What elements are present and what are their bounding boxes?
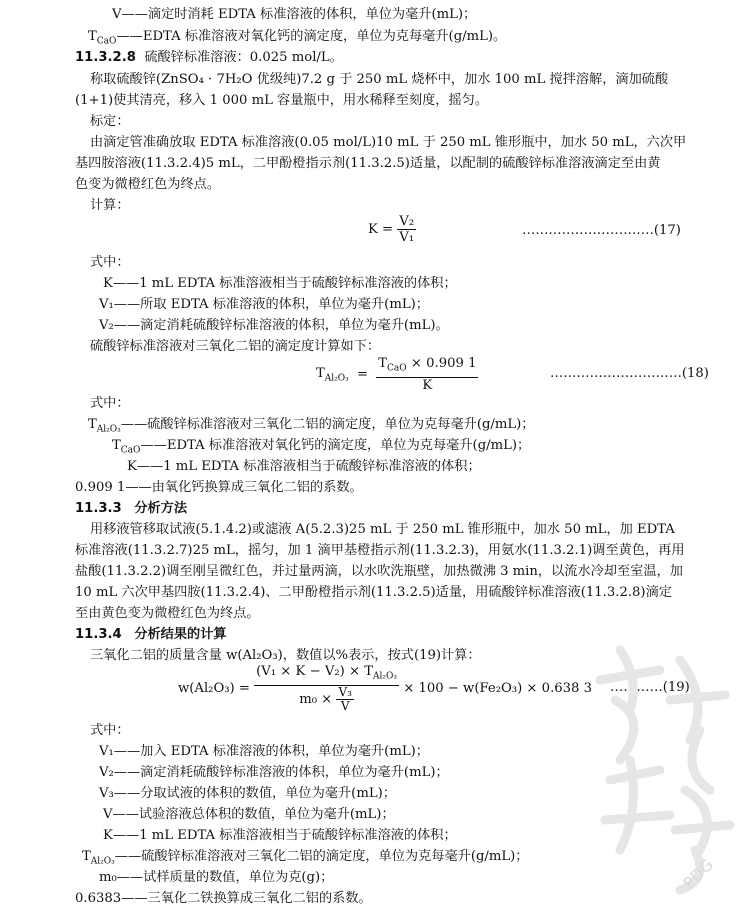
section-title: 分析方法 [134,501,188,516]
def-v2: V₂——滴定消耗硫酸锌标准溶液的体积，单位为毫升(mL)。 [99,318,449,333]
eq-denominator: V₁ [399,230,415,245]
paragraph-line: 10 mL 六次甲基四胺(11.3.2.4)、二甲酚橙指示剂(11.3.2.5)适量，用硫酸锌标准溶液(11.3.2.8)滴定 [75,585,672,600]
def-coefficient: 0.909 1——由氧化钙换算成三氧化二铝的系数。 [75,480,363,495]
def-m0: m₀——试样质量的数值，单位为克(g)； [99,870,334,885]
t-symbol: T [82,849,91,864]
section-11-3-2-8 [75,49,343,67]
def-v1: V₁——加入 EDTA 标准溶液的体积，单位为毫升(mL)； [99,744,429,759]
eq-denominator [254,686,399,713]
t-subscript: Al₂O₃ [90,856,115,867]
def-coefficient: 0.6383——三氧化二铁换算成三氧化二铝的系数。 [75,891,372,906]
def-v: V——滴定时消耗 EDTA 标准溶液的体积，单位为毫升(mL)； [112,7,477,22]
section-title: 分析结果的计算 [134,627,227,642]
paragraph-line: 基四胺溶液(11.3.2.4)5 mL，二甲酚橙指示剂(11.3.2.5)适量，以配制的硫酸锌标准溶液滴定至由黄 [75,156,661,171]
equation-17 [368,214,416,245]
label-jisuan: 计算： [90,198,130,213]
eq-numerator [376,356,478,378]
def-text: ——硫酸锌标准溶液对三氧化二铝的滴定度，单位为克每毫升(g/mL)； [114,849,529,864]
def-tcao [88,28,506,51]
eq-lhs: K = [368,222,394,237]
def-tcao [112,437,530,460]
equation-number-17: …………………………(17) [522,223,681,238]
paragraph-line: 标准溶液(11.3.2.7)25 mL，摇匀，加 1 滴甲基橙指示剂(11.3.2.3)，用氨水(11.3.2.1)调至黄色，再用 [75,543,685,558]
equation-19 [178,664,592,713]
paragraph-line: 色变为微橙红色为终点。 [75,177,221,192]
paragraph-line: 称取硫酸锌(ZnSO₄ · 7H₂O 优级纯)7.2 g 于 250 mL 烧杯中，加水 100 mL 搅拌溶解，滴加硫酸 [90,72,669,87]
t-symbol: T [378,356,388,371]
eq-fraction [397,214,416,245]
seal-stroke [600,650,660,760]
eq-tail: × 100 − w(Fe₂O₃) × 0.638 3 [403,680,593,696]
eq-denominator-text: m₀ × [299,691,333,707]
t-subscript: CaO [96,36,117,47]
eq-inner-numerator: V₃ [338,684,352,699]
def-tal2o3 [82,848,528,871]
equation-18 [316,356,478,393]
paragraph-line: 至由黄色变为微橙红色为终点。 [75,606,260,621]
def-v1: V₁——所取 EDTA 标准溶液的体积，单位为毫升(mL)； [99,297,429,312]
eq-fraction [254,664,399,713]
section-number: 11.3.4 [75,627,122,642]
label-shizhong: 式中： [90,723,130,738]
watermark-text: PDG [679,855,718,893]
def-tal2o3 [88,416,534,439]
t-subscript: Al₂O₃ [324,373,349,384]
def-text: ——EDTA 标准溶液对氧化钙的滴定度，单位为克每毫升(g/mL)。 [116,29,507,44]
eq-fraction [376,356,478,393]
equation-number-18: …………………………(18) [550,366,709,381]
eq-equals: = [356,366,369,382]
section-title: 硫酸锌标准溶液：0.025 mol/L。 [144,50,343,65]
section-11-3-4 [75,626,227,644]
def-v2: V₂——滴定消耗硫酸锌标准溶液的体积，单位为毫升(mL)； [99,765,449,780]
paragraph-line: 用移液管移取试液(5.1.4.2)或滤液 A(5.2.3)25 mL 于 250 mL 锥形瓶中，加水 50 mL，加 EDTA [90,522,675,537]
eq-inner-denominator: V [340,698,350,713]
def-v3: V₃——分取试液的体积的数值，单位为毫升(mL)； [99,786,396,801]
section-11-3-3 [75,500,187,518]
paragraph-line: 由滴定管准确放取 EDTA 标准溶液(0.05 mol/L)10 mL 于 250 mL 锥形瓶中，加水 50 mL，六次甲 [90,135,687,150]
eq-inner-fraction [336,686,353,713]
t-symbol: T [88,417,97,432]
t-subscript: CaO [120,445,141,456]
seal-stroke [605,760,670,850]
def-v: V——试验溶液总体积的数值，单位为毫升(mL)； [103,807,395,822]
paragraph-line: 盐酸(11.3.2.2)调至刚呈微红色，并过量两滴，以水吹洗瓶壁，加热微沸 3 min，以流水冷却至室温，加 [75,564,683,579]
equation-number-19: …………(19) [610,680,690,695]
eq-lhs [316,365,349,384]
def-k: K——1 mL EDTA 标准溶液相当于硫酸锌标准溶液的体积； [127,459,481,474]
def-k: K——1 mL EDTA 标准溶液相当于硫酸锌标准溶液的体积； [103,828,457,843]
paragraph-line: (1+1)使其清亮，移入 1 000 mL 容量瓶中，用水稀释至刻度，摇匀。 [75,93,489,108]
label-shizhong: 式中： [90,396,130,411]
section-number: 11.3.3 [75,501,122,516]
eq-numerator-text: (V₁ × K − V₂) × T [256,664,374,679]
paragraph-line: 硫酸锌标准溶液对三氧化二铝的滴定度计算如下： [90,339,381,354]
label-shizhong: 式中： [90,255,130,270]
eq-numerator: V₂ [399,214,415,229]
def-text: ——硫酸锌标准溶液对三氧化二铝的滴定度，单位为克每毫升(g/mL)； [120,417,535,432]
t-symbol: T [316,365,325,381]
t-symbol: T [88,29,97,44]
t-subscript: Al₂O₃ [373,671,397,682]
seal-stroke [675,790,730,890]
eq-coefficient: × 0.909 1 [406,356,477,371]
t-symbol: T [112,438,121,453]
t-subscript: CaO [387,363,407,374]
section-number: 11.3.2.8 [75,50,136,65]
paragraph-line: 三氧化二铝的质量含量 w(Al₂O₃)，数值以%表示，按式(19)计算： [90,648,481,663]
eq-numerator [254,664,399,686]
def-k: K——1 mL EDTA 标准溶液相当于硫酸锌标准溶液的体积； [103,276,457,291]
eq-lhs: w(Al₂O₃) = [178,680,250,696]
def-text: ——EDTA 标准溶液对氧化钙的滴定度，单位为克每毫升(g/mL)； [140,438,531,453]
label-biaoding: 标定： [90,114,130,129]
t-subscript: Al₂O₃ [96,424,121,435]
eq-denominator: K [422,377,433,393]
